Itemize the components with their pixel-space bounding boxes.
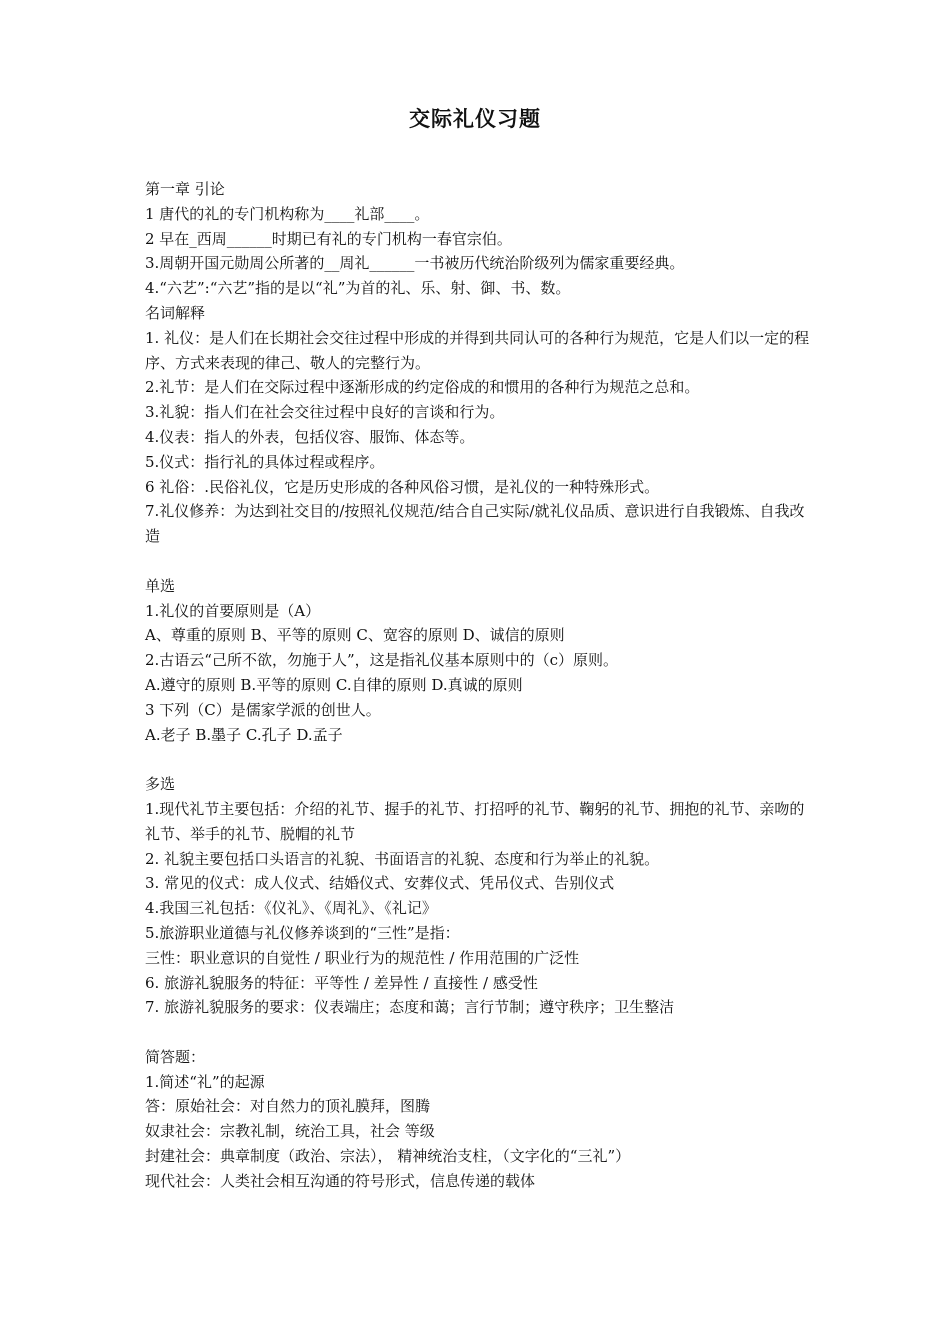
short-answer-line-1: 答：原始社会：对自然力的顶礼膜拜，图腾 <box>145 1097 431 1116</box>
single-options-2: A.遵守的原则 B.平等的原则 C.自律的原则 D.真诚的原则 <box>145 675 523 694</box>
term-item-3: 3.礼貌：指人们在社会交往过程中良好的言谈和行为。 <box>145 403 505 422</box>
short-answer-line-3: 封建社会：典章制度（政治、宗法）， 精神统治支柱，（文字化的“三礼”） <box>145 1147 631 1166</box>
short-answer-heading: 简答题： <box>145 1047 206 1066</box>
terms-heading: 名词解释 <box>145 303 206 322</box>
chapter-heading: 第一章 引论 <box>145 180 225 198</box>
term-item-5: 5.仪式：指行礼的具体过程或程序。 <box>145 452 385 471</box>
single-options-1: A、尊重的原则 B、平等的原则 C、宽容的原则 D、诚信的原则 <box>145 626 565 645</box>
term-item-4: 4.仪表：指人的外表，包括仪容、服饰、体态等。 <box>145 427 475 446</box>
document-body <box>145 177 813 1194</box>
document-title: 交际礼仪习题 <box>409 107 541 131</box>
term-item-7: 7.礼仪修养：为达到社交目的/按照礼仪规范/结合自己实际/就礼仪品质、意识进行自我锻炼、自我改造 <box>145 502 805 546</box>
single-choice-heading: 单选 <box>145 576 176 595</box>
multi-item-1: 1.现代礼节主要包括：介绍的礼节、握手的礼节、打招呼的礼节、鞠躬的礼节、拥抱的礼节、亲吻的礼节、举手的礼节、脱帽的礼节 <box>145 799 805 843</box>
term-item-1: 1. 礼仪：是人们在长期社会交往过程中形成的并得到共同认可的各种行为规范，它是人们以一定的程序、方式来表现的律己、敬人的完整行为。 <box>145 328 810 372</box>
multi-item-5: 5.旅游职业道德与礼仪修养谈到的“三性”是指： <box>145 923 460 942</box>
short-answer-line-2: 奴隶社会：宗教礼制，统治工具，社会 等级 <box>145 1122 435 1141</box>
multi-item-5-answer: 三性：职业意识的自觉性 / 职业行为的规范性 / 作用范围的广泛性 <box>145 948 580 967</box>
section-spacer <box>145 549 813 574</box>
single-question-1: 1.礼仪的首要原则是（A） <box>145 601 321 620</box>
term-item-6: 6 礼俗：.民俗礼仪，它是历史形成的各种风俗习惯，是礼仪的一种特殊形式。 <box>145 477 660 496</box>
single-options-3: A.老子 B.墨子 C.孔子 D.孟子 <box>145 725 343 744</box>
short-question-1: 1.简述“礼”的起源 <box>145 1072 265 1091</box>
multi-item-7: 7. 旅游礼貌服务的要求：仪表端庄；态度和蔼；言行节制；遵守秩序；卫生整洁 <box>145 998 675 1017</box>
multi-item-6: 6. 旅游礼貌服务的特征：平等性 / 差异性 / 直接性 / 感受性 <box>145 973 538 992</box>
fill-blank-item-3: 3.周朝开国元勋周公所著的__周礼______一书被历代统治阶级列为儒家重要经典。 <box>145 254 685 273</box>
section-spacer <box>145 1020 813 1045</box>
single-question-2: 2.古语云“己所不欲，勿施于人”，这是指礼仪基本原则中的（c）原则。 <box>145 651 619 670</box>
multi-item-4: 4.我国三礼包括：《仪礼》、《周礼》、《礼记》 <box>145 899 437 918</box>
short-answer-line-4: 现代社会：人类社会相互沟通的符号形式，信息传递的载体 <box>145 1171 536 1190</box>
multi-choice-heading: 多选 <box>145 775 176 794</box>
single-question-3: 3 下列（C）是儒家学派的创世人。 <box>145 700 381 719</box>
fill-blank-item-2: 2 早在_西周______时期已有礼的专门机构一春官宗伯。 <box>145 229 512 248</box>
section-spacer <box>145 747 813 772</box>
term-item-2: 2.礼节：是人们在交际过程中逐渐形成的约定俗成的和惯用的各种行为规范之总和。 <box>145 378 700 397</box>
fill-blank-item-1: 1 唐代的礼的专门机构称为____礼部____。 <box>145 204 430 223</box>
multi-item-2: 2. 礼貌主要包括口头语言的礼貌、书面语言的礼貌、态度和行为举止的礼貌。 <box>145 849 660 868</box>
fill-blank-item-4: 4.“六艺”:“六艺”指的是以“礼”为首的礼、乐、射、御、书、数。 <box>145 279 571 298</box>
multi-item-3: 3. 常见的仪式：成人仪式、结婚仪式、安葬仪式、凭吊仪式、告别仪式 <box>145 874 615 893</box>
